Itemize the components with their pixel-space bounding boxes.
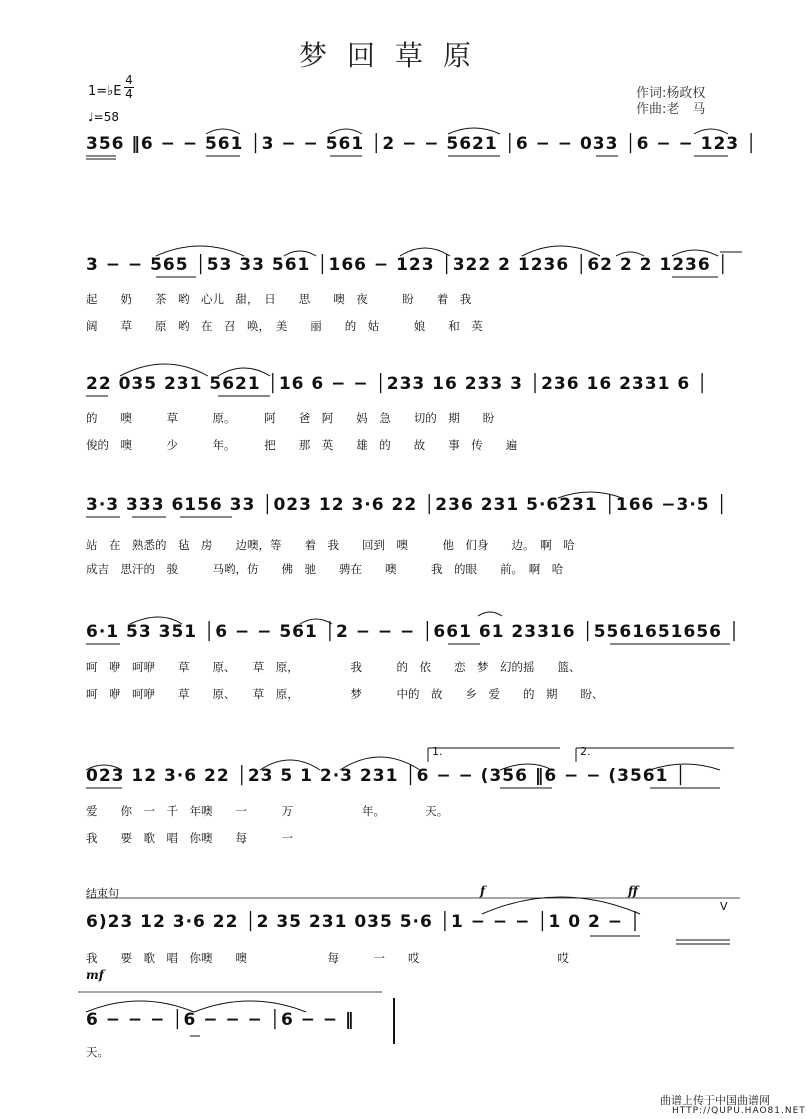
dynamic-ff: ff bbox=[628, 884, 638, 898]
slur-mark bbox=[672, 250, 718, 256]
slur-mark bbox=[260, 760, 320, 770]
score-row-6: 023 12 3·6 22 │23 5 1 2·3 231 │6 − − (356 ‖6 − − (3561 │ bbox=[86, 766, 687, 786]
slur-mark bbox=[218, 368, 270, 376]
slur-mark bbox=[284, 251, 316, 256]
lyrics-row-7: 我 要 歌 唱 你噢 噢 每 一 哎 哎 bbox=[86, 951, 569, 965]
lyrics-row-5-verse-1: 呵 咿 呵咿 草 原、 草 原， 我 的 依 恋 梦 幻的摇 篮、 bbox=[86, 660, 581, 674]
slur-mark bbox=[120, 364, 208, 376]
score-row-3: 22 035 231 5621 │16 6 − − │233 16 233 3 │236 16 2331 6 │ bbox=[86, 374, 709, 394]
breath-mark: V bbox=[720, 900, 728, 913]
tempo-value: =58 bbox=[93, 110, 119, 124]
dynamic-mf: mf bbox=[86, 968, 104, 982]
quarter-note-icon: ♩ bbox=[88, 110, 94, 124]
lyrics-row-4-verse-2: 成吉 思汗的 骏 马哟，仿 佛 驰 骋在 噢 我 的眼 前。 啊 哈 bbox=[86, 562, 564, 576]
lyrics-row-6-verse-1: 爱 你 一 千 年噢 一 万 年。 天。 bbox=[86, 804, 449, 818]
time-sig-top: 4 bbox=[125, 73, 133, 87]
score-row-2: 3 − − 565 │53 33 561 │166 − 123 │322 2 1236 │62 2 2 1236 │ bbox=[86, 255, 729, 275]
lyrics-row-3-verse-1: 的 噢 草 原。 阿 爸 阿 妈 急 切的 期 盼 bbox=[86, 411, 495, 425]
lyrics-row-3-verse-2: 俊的 噢 少 年。 把 那 英 雄 的 故 事 传 遍 bbox=[86, 438, 518, 452]
score-row-5: 6·1 53 351 │6 − − 561 │2 − − − │661 61 23316 │5561651656 │ bbox=[86, 622, 741, 642]
slur-mark bbox=[156, 246, 244, 256]
score-row-8: 6 − − − │6 − − − │6 − − ‖ bbox=[86, 1010, 355, 1030]
lyrics-row-2-verse-1: 起 奶 茶 哟 心儿 甜， 日 思 噢 夜 盼 着 我 bbox=[86, 292, 472, 306]
time-sig-bottom: 4 bbox=[125, 87, 133, 101]
slur-mark bbox=[340, 757, 420, 770]
volta-second-label: 2. bbox=[580, 745, 591, 758]
slur-mark bbox=[400, 248, 450, 256]
slur-mark bbox=[448, 128, 500, 134]
slur-mark bbox=[482, 897, 640, 914]
dynamic-f: f bbox=[480, 884, 486, 898]
slur-mark bbox=[558, 492, 622, 498]
slur-mark bbox=[206, 129, 240, 134]
footer-url: HTTP://QUPU.HAO81.NET bbox=[672, 1106, 806, 1116]
slur-mark bbox=[616, 252, 644, 256]
lyrics-row-2-verse-2: 阔 草 原 哟 在 召 唤， 美 丽 的 姑 娘 和 英 bbox=[86, 319, 483, 333]
slur-mark bbox=[130, 617, 182, 624]
lyrics-row-6-verse-2: 我 要 歌 唱 你噢 每 一 bbox=[86, 831, 293, 845]
slur-mark bbox=[300, 619, 332, 624]
lyrics-row-4-verse-1: 站 在 熟悉的 毡 房 边噢，等 着 我 回到 噢 他 们身 边。 啊 哈 bbox=[86, 538, 575, 552]
score-row-1: 356 ‖6 − − 561 │3 − − 561 │2 − − 5621 │6 − − 033 │6 − − 123 │ bbox=[86, 134, 758, 154]
slur-mark bbox=[522, 246, 600, 256]
score-row-4: 3·3 333 6156 33 │023 12 3·6 22 │236 231 5·6231 │166 −3·5 │ bbox=[86, 495, 728, 515]
slur-mark bbox=[86, 1001, 194, 1012]
slur-mark bbox=[500, 764, 552, 770]
score-row-7: 6)23 12 3·6 22 │2 35 231 035 5·6 │1 − − − │1 0 2 − │ bbox=[86, 912, 642, 932]
footer-watermark: 曲谱上传于中国曲谱网 bbox=[660, 1094, 770, 1107]
slur-mark bbox=[478, 612, 502, 616]
slur-mark bbox=[86, 765, 122, 770]
lyrics-row-5-verse-2: 呵 咿 呵咿 草 原、 草 原， 梦 中的 故 乡 爱 的 期 盼、 bbox=[86, 687, 604, 701]
lyricist-credit: 作词:杨政权 bbox=[636, 86, 706, 101]
slur-mark bbox=[194, 1001, 306, 1012]
slur-mark bbox=[694, 129, 728, 134]
slur-mark bbox=[330, 129, 362, 134]
lyrics-row-8: 天。 bbox=[86, 1045, 109, 1059]
ending-label: 结束句 bbox=[86, 887, 119, 900]
composer-credit: 作曲:老 马 bbox=[636, 102, 706, 117]
volta-first-label: 1. bbox=[432, 745, 443, 758]
slur-mark bbox=[650, 764, 720, 770]
page-title: 梦回草原 bbox=[298, 39, 491, 72]
key-signature: 1=♭E bbox=[88, 84, 122, 99]
